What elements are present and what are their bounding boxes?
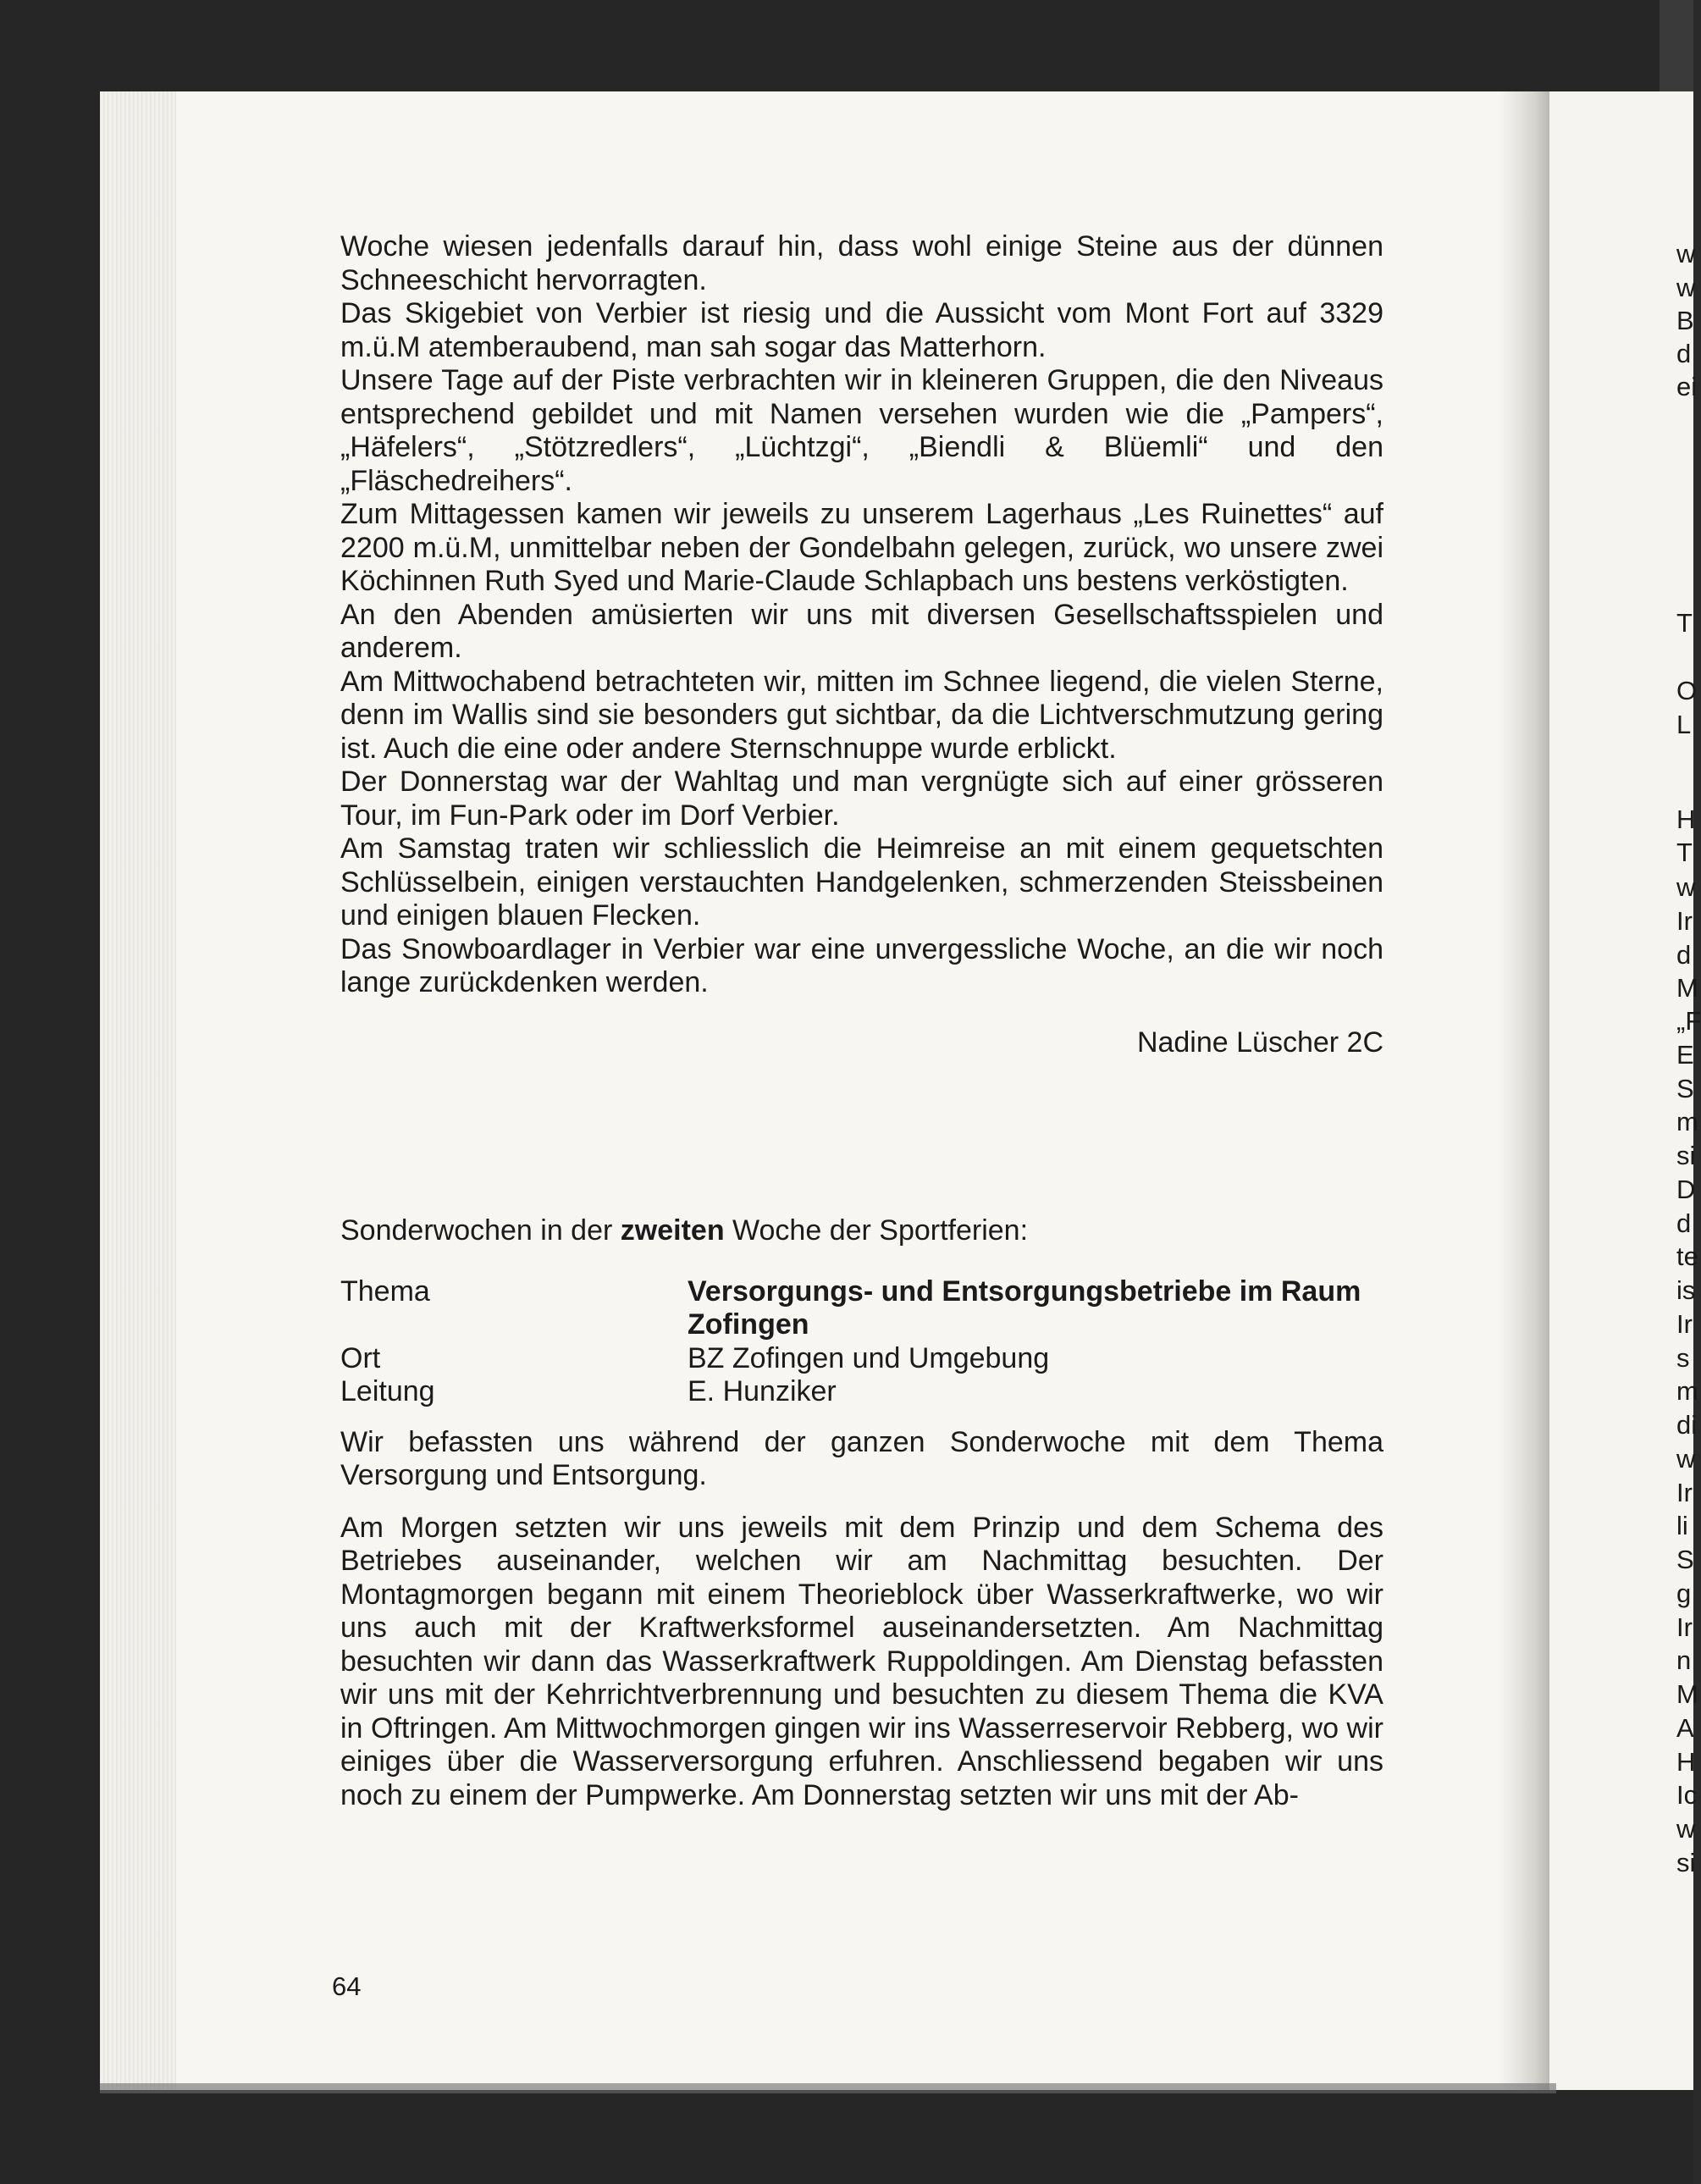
paragraph: Am Samstag traten wir schliesslich die Heimreise an mit einem gequetschten Schlüsselbein, einigen verstauchten Handgelenken, schmerzenden Steissbeinen und einigen blauen Flecken.: [340, 832, 1383, 932]
book-gutter: [1499, 91, 1549, 2090]
fragment: A: [1676, 1713, 1694, 1743]
section-heading: [340, 1214, 1383, 1248]
fragment: w: [1676, 239, 1696, 268]
row-label: Leitung: [340, 1375, 435, 1407]
page-number: 64: [332, 1971, 362, 2001]
paragraph: Das Snowboardlager in Verbier war eine unvergessliche Woche, an die wir noch lange zurückdenken werden.: [340, 932, 1383, 998]
article-body: [340, 230, 1383, 1812]
paragraph: Unsere Tage auf der Piste verbrachten wir in kleineren Gruppen, die den Niveaus entsprechend gebildet und mit Namen versehen wurden wie die „Pampers“, „Häfelers“, „Stötzredlers“, „Lüchtzgi“, „Biendli & Blüemli“ und den „Fläschedreihers“.: [340, 364, 1383, 497]
row-value: Versorgungs- und Entsorgungsbetriebe im Raum Zofingen: [688, 1274, 1361, 1341]
heading-text: Woche der Sportferien:: [724, 1214, 1029, 1247]
fragment: te: [1676, 1241, 1698, 1271]
info-table: [340, 1275, 1383, 1409]
row-label: Thema: [340, 1274, 430, 1308]
table-row: [340, 1275, 1383, 1342]
heading-bold: zweiten: [620, 1214, 725, 1247]
fragment: ei: [1676, 372, 1698, 401]
fragment: T: [1676, 838, 1693, 867]
fragment: w: [1676, 1444, 1696, 1474]
fragment: s: [1676, 1343, 1690, 1373]
fragment: S: [1676, 1545, 1694, 1574]
paragraph: An den Abenden amüsierten wir uns mit diversen Gesellschaftsspielen und anderem.: [340, 598, 1383, 664]
fragment: M: [1676, 1679, 1698, 1709]
fragment: B: [1676, 306, 1694, 335]
fragment: Ir: [1676, 1309, 1693, 1339]
row-value: BZ Zofingen und Umgebung: [688, 1341, 1050, 1374]
fragment: di: [1676, 1410, 1698, 1440]
fragment: d: [1676, 1208, 1692, 1238]
fragment: Ir: [1676, 1478, 1693, 1507]
heading-text: Sonderwochen in der: [340, 1214, 621, 1247]
fragment: H: [1676, 1747, 1696, 1777]
paragraph: Am Mittwochabend betrachteten wir, mitten im Schnee liegend, die vielen Sterne, denn im Wallis sind sie besonders gut sichtbar, da die Lichtverschmutzung gering ist. Auch die eine oder andere Sternschnuppe wurde erblickt.: [340, 665, 1383, 765]
fragment: is: [1676, 1275, 1696, 1305]
fragment: si: [1676, 1848, 1696, 1877]
fragment: S: [1676, 1074, 1694, 1103]
fragment: T: [1676, 608, 1693, 638]
paragraph: Am Morgen setzten wir uns jeweils mit dem Prinzip und dem Schema des Betriebes auseinander, welchen wir am Nachmittag besuchten. Der Montagmorgen begann mit einem Theorieblock über Wasserkraftwerke, wo wir uns auch mit der Kraftwerksformel auseinandersetzten. Am Nachmittag besuchten wir dann das Wasserkraftwerk Ruppoldingen. Am Dienstag befassten wir uns mit der Kehrrichtverbrennung und besuchten zu diesem Thema die KVA in Oftringen. Am Mittwochmorgen gingen wir ins Wasserreservoir Rebberg, wo wir einiges über die Wasserversorgung erfuhren. Anschliessend begaben wir uns noch zu einem der Pumpwerke. Am Donnerstag setzten wir uns mit der Ab-: [340, 1511, 1383, 1811]
row-label: Ort: [340, 1341, 381, 1374]
fragment: w: [1676, 273, 1696, 302]
fragment: E: [1676, 1040, 1694, 1070]
fragment: m: [1676, 1107, 1698, 1136]
fragment: Ir: [1676, 1612, 1693, 1642]
table-row: [340, 1375, 1383, 1409]
fragment: D: [1676, 1175, 1696, 1204]
fragment: O: [1676, 676, 1698, 705]
fragment: w: [1676, 1814, 1696, 1844]
paragraph: Zum Mittagessen kamen wir jeweils zu unserem Lagerhaus „Les Ruinettes“ auf 2200 m.ü.M, unmittelbar neben der Gondelbahn gelegen, zurück, wo unsere zwei Köchinnen Ruth Syed und Marie-Claude Schlapbach uns bestens verköstigten.: [340, 498, 1383, 597]
table-row: [340, 1342, 1383, 1376]
author-signature: Nadine Lüscher 2C: [1136, 1026, 1383, 1059]
fragment: n: [1676, 1645, 1692, 1675]
paragraph: Das Skigebiet von Verbier ist riesig und die Aussicht vom Mont Fort auf 3329 m.ü.M atemberaubend, man sah sogar das Matterhorn.: [340, 297, 1383, 363]
fragment: li: [1676, 1511, 1688, 1540]
fragment: g: [1676, 1579, 1692, 1608]
book-page-right: [1549, 91, 1696, 2090]
fragment: w: [1676, 872, 1696, 902]
fragment: L: [1676, 710, 1692, 739]
fragment: Ic: [1676, 1780, 1698, 1810]
fragment: Ir: [1676, 906, 1693, 936]
paragraph: Woche wiesen jedenfalls darauf hin, dass wohl einige Steine aus der dünnen Schneeschicht hervorragten.: [340, 230, 1383, 296]
fragment: d: [1676, 339, 1692, 368]
row-value: E. Hunziker: [688, 1375, 837, 1407]
page-bottom-shadow: [100, 2083, 1556, 2093]
paragraph: Der Donnerstag war der Wahltag und man vergnügte sich auf einer grösseren Tour, im Fun-Park oder im Dorf Verbier.: [340, 766, 1383, 832]
fragment: d: [1676, 940, 1692, 970]
page-edges: [100, 91, 176, 2090]
fragment: H: [1676, 804, 1696, 834]
fragment: si: [1676, 1141, 1696, 1170]
fragment: m: [1676, 1376, 1698, 1406]
paragraph: Wir befassten uns während der ganzen Sonderwoche mit dem Thema Versorgung und Entsorgung.: [340, 1425, 1383, 1491]
fragment: M: [1676, 973, 1698, 1003]
fragment: „F: [1676, 1006, 1701, 1036]
